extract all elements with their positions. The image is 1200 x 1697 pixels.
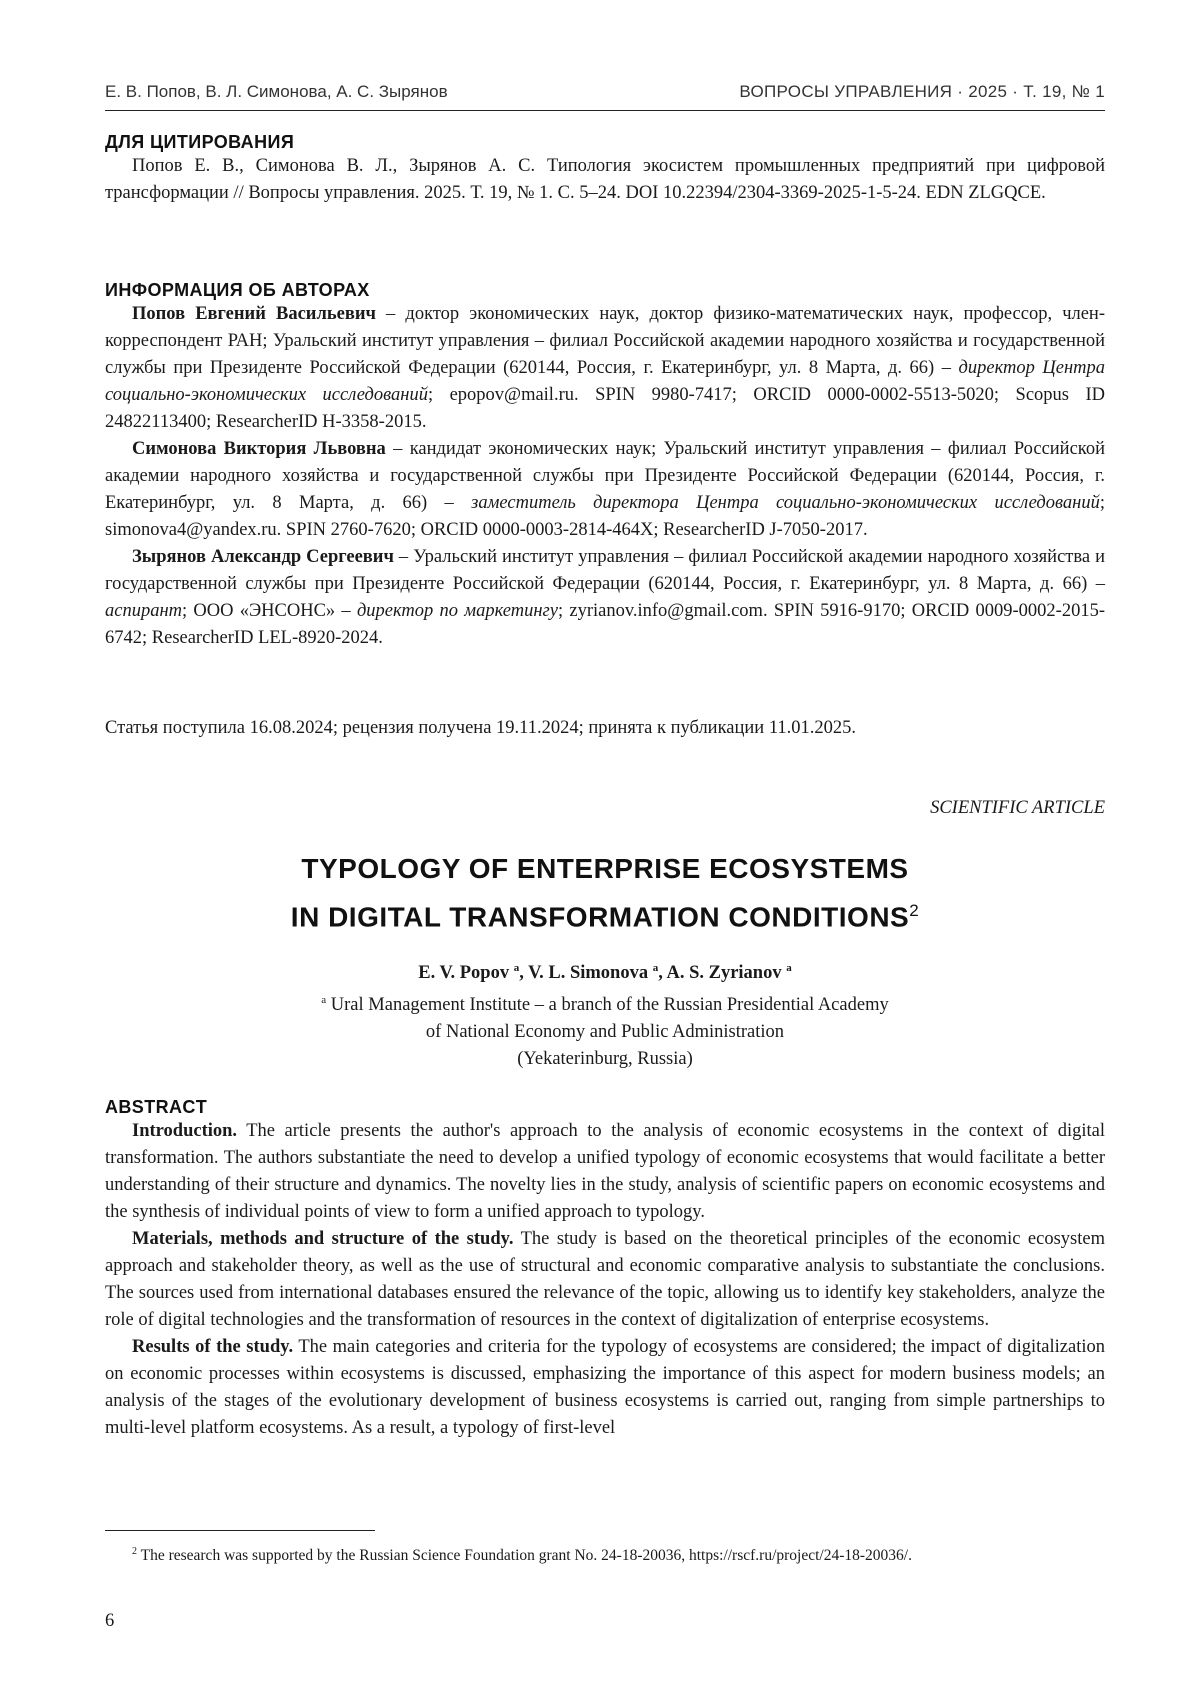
paragraph-text: The main categories and criteria for the typology of ecosystems are considered; the impact of digitalization on economic processes within ecosystems is discussed, emphasizing the importance of this aspect for modern business models; an analysis of the stages of the evolutionary development of business ecosystems is carried out, ranging from simple partnerships to multi-level platform ecosystems. As a result, a typology of first-level <box>105 1337 1105 1438</box>
affiliation-line-1 <box>105 987 1105 1019</box>
title-line-2 <box>105 890 1105 938</box>
abstract-heading: ABSTRACT <box>105 1097 1105 1118</box>
author-name: Попов Евгений Васильевич <box>132 304 376 324</box>
author-role: аспирант <box>105 601 182 621</box>
author-details: – кандидат экономических наук; Уральский институт управления – филиал Российской академии народного хозяйства и государственной службы при Президенте Российской Федерации (620144, Россия, г. Екатеринбург, ул. 8 Марта, д. 66) – <box>105 439 1105 513</box>
paragraph-text: The study is based on the theoretical principles of the economic ecosystem approach and stakeholder theory, as well as the use of structural and economic comparative analysis to substantiate the conclusions. The sources used from international databases ensured the relevance of the topic, allowing us to identify key stakeholders, analyze the role of digital technologies and the transformation of resources in the context of digitalization of enterprise ecosystems. <box>105 1229 1105 1330</box>
citation-heading: ДЛЯ ЦИТИРОВАНИЯ <box>105 132 1105 153</box>
authors-info-section <box>105 280 1105 652</box>
footnote-mark: 2 <box>132 1546 137 1557</box>
running-header-journal: ВОПРОСЫ УПРАВЛЕНИЯ · 2025 · Т. 19, № 1 <box>739 82 1105 102</box>
author-details: – Уральский институт управления – филиал Российской академии народного хозяйства и государственной службы при Президенте Российской Федерации (620144, Россия, г. Екатеринбург, ул. 8 Марта, д. 66) – <box>105 547 1105 594</box>
author-contacts: ; epopov@mail.ru. SPIN 9980-7417; ORCID 0000-0002-5513-5020; Scopus ID 24822113400; ResearcherID H-3358-2015. <box>105 385 1105 432</box>
author-role: заместитель директора Центра социально-экономических исследований <box>471 493 1100 513</box>
author-role: директор Центра социально-экономических исследований <box>105 358 1105 405</box>
affiliation-mark: a <box>786 962 792 974</box>
paragraph-text: The article presents the author's approach to the analysis of economic ecosystems in the context of digital transformation. The authors substantiate the need to develop a unified typology of economic ecosystems that would facilitate a better understanding of their structure and dynamics. The novelty lies in the study, analysis of scientific papers on economic ecosystems and the synthesis of individual points of view to form a unified approach to typology. <box>105 1121 1105 1222</box>
citation-section <box>105 132 1105 207</box>
author-info-paragraph <box>105 436 1105 544</box>
affiliation-line-1-text: Ural Management Institute – a branch of the Russian Presidential Academy <box>331 995 889 1015</box>
name-separator: , <box>658 963 666 983</box>
author-name: Зырянов Александр Сергеевич <box>132 547 394 567</box>
author-contacts: ; simonova4@yandex.ru. SPIN 2760-7620; ORCID 0000-0003-2814-464X; ResearcherID J-7050-2017. <box>105 493 1105 540</box>
authors-info-heading: ИНФОРМАЦИЯ ОБ АВТОРАХ <box>105 280 1105 301</box>
paragraph-lead: Results of the study. <box>132 1337 293 1357</box>
abstract-section <box>105 1097 1105 1442</box>
affiliation-line-3: (Yekaterinburg, Russia) <box>105 1046 1105 1073</box>
abstract-paragraph <box>105 1118 1105 1226</box>
author-details: – доктор экономических наук, доктор физико-математических наук, профессор, член-корреспондент РАН; Уральский институт управления – филиал Российской академии народного хозяйства и государственной службы при Президенте Российской Федерации (620144, Россия, г. Екатеринбург, ул. 8 Марта, д. 66) – <box>105 304 1105 378</box>
affiliation-mark: a <box>653 962 659 974</box>
affiliation-mark: a <box>321 994 326 1006</box>
article-type: SCIENTIFIC ARTICLE <box>930 798 1105 819</box>
paragraph-lead: Introduction. <box>132 1121 237 1141</box>
running-header-authors: Е. В. Попов, В. Л. Симонова, А. С. Зырянов <box>105 82 448 102</box>
footnote <box>105 1541 1105 1567</box>
author-role: директор по маркетингу <box>357 601 558 621</box>
abstract-paragraph <box>105 1334 1105 1442</box>
author-name: Симонова Виктория Львовна <box>132 439 386 459</box>
received-text: Статья поступила 16.08.2024; рецензия получена 19.11.2024; принята к публикации 11.01.2025. <box>105 715 1105 742</box>
author-name-3: A. S. Zyrianov <box>666 963 781 983</box>
author-info-paragraph <box>105 301 1105 436</box>
author-names <box>105 955 1105 987</box>
title-footnote-mark: 2 <box>909 901 919 920</box>
author-name-2: V. L. Simonova <box>528 963 648 983</box>
citation-text: Попов Е. В., Симонова В. Л., Зырянов А. С. Типология экосистем промышленных предприятий при цифровой трансформации // Вопросы управления. 2025. Т. 19, № 1. С. 5–24. DOI 10.22394/2304-3369-2025-1-5-24. EDN ZLGQCE. <box>105 153 1105 207</box>
page <box>105 0 1105 1697</box>
affiliation-line-2: of National Economy and Public Administration <box>105 1019 1105 1046</box>
title-line-2-text: IN DIGITAL TRANSFORMATION CONDITIONS <box>291 901 909 932</box>
article-title <box>105 848 1105 938</box>
author-name-1: E. V. Popov <box>418 963 509 983</box>
page-number: 6 <box>105 1611 114 1632</box>
paragraph-lead: Materials, methods and structure of the study. <box>132 1229 513 1249</box>
footnote-text: The research was supported by the Russian Science Foundation grant No. 24-18-20036, https://rscf.ru/project/24-18-20036/. <box>137 1547 912 1564</box>
running-header <box>105 80 1105 111</box>
abstract-paragraph <box>105 1226 1105 1334</box>
author-contacts: ; zyrianov.info@gmail.com. SPIN 5916-9170; ORCID 0009-0002-2015-6742; ResearcherID LEL-8920-2024. <box>105 601 1105 648</box>
footnote-divider <box>105 1530 375 1531</box>
byline <box>105 955 1105 1073</box>
author-details: ; ООО «ЭНСОНС» – <box>182 601 357 621</box>
title-line-1: TYPOLOGY OF ENTERPRISE ECOSYSTEMS <box>105 848 1105 890</box>
received-dates <box>105 715 1105 742</box>
affiliation-mark: a <box>514 962 520 974</box>
name-separator: , <box>519 963 528 983</box>
author-info-paragraph <box>105 544 1105 652</box>
